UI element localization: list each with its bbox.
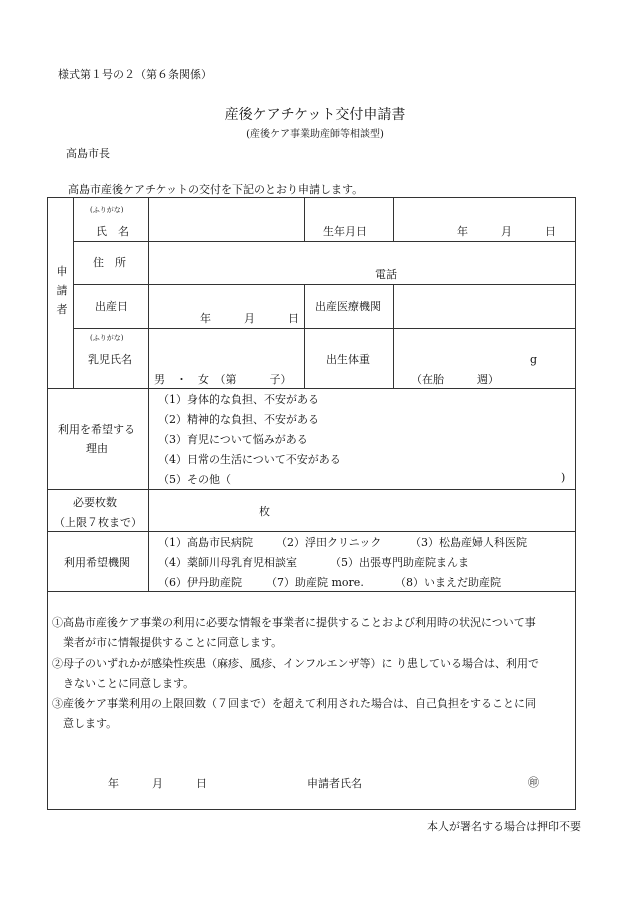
name-label: 氏 名: [96, 225, 129, 238]
facility-7: （7）助産院 more.: [266, 576, 364, 589]
seal-mark: ㊞: [528, 776, 539, 789]
infant-furigana-label: (ふりがな): [90, 334, 124, 342]
footer-note: 本人が署名する場合は押印不要: [427, 820, 581, 833]
tickets-label: 必要枚数: [73, 496, 117, 509]
reason-item-5: （5）その他（: [158, 473, 231, 486]
reason-label: 利用を希望する: [58, 423, 135, 436]
consent-3: ③産後ケア事業利用の上限回数（７回まで）を超えて利用された場合は、自己負担をすることに同: [52, 697, 536, 710]
tickets-unit: 枚: [259, 505, 270, 518]
delivery-date-label: 出産日: [95, 300, 128, 313]
applicant-label: 申 請 者: [56, 265, 68, 316]
intro-text: 高島市産後ケアチケットの交付を下記のとおり申請します。: [68, 183, 364, 196]
page-subtitle: (産後ケア事業助産師等相談型): [246, 129, 384, 140]
consent-3-cont: 意します。: [52, 717, 118, 730]
phone-label: 電話: [375, 268, 397, 281]
facility-4: （4）薬師川母乳育児相談室: [158, 556, 297, 569]
address-label: 住 所: [93, 256, 126, 269]
birth-weight-label: 出生体重: [326, 353, 370, 366]
reason-item-1: （1）身体的な負担、不安がある: [158, 393, 319, 406]
facility-5: （5）出張専門助産院まんま: [330, 556, 469, 569]
facility-3: （3）松島産婦人科医院: [410, 536, 527, 549]
reason-label-2: 理由: [86, 442, 108, 455]
signature-date: 年 月 日: [108, 777, 207, 790]
gestation-value: （在胎 週）: [411, 373, 499, 386]
reason-item-2: （2）精神的な負担、不安がある: [158, 413, 319, 426]
consent-2-cont: きないことに同意します。: [52, 677, 195, 690]
facility-label: 利用希望機関: [64, 556, 130, 569]
furigana-label: (ふりがな): [90, 206, 124, 214]
consent-1-cont: 業者が市に情報提供することに同意します。: [52, 636, 283, 649]
delivery-facility-label: 出産医療機関: [315, 300, 381, 313]
tickets-limit-label: （上限７枚まで）: [54, 516, 142, 529]
applicant-signature-label: 申請者氏名: [307, 777, 362, 790]
form-number: 様式第１号の２（第６条関係）: [58, 68, 212, 81]
page-title: 産後ケアチケット交付申請書: [224, 107, 406, 123]
facility-6: （6）伊丹助産院: [158, 576, 242, 589]
birthdate-value: 年 月 日: [457, 225, 556, 238]
facility-8: （8）いまえだ助産院: [395, 576, 501, 589]
consent-2: ②母子のいずれかが感染性疾患（麻疹、風疹、インフルエンザ等）に り患している場合は、利用で: [52, 657, 540, 670]
delivery-date-value: 年 月 日: [200, 312, 299, 325]
birthdate-label: 生年月日: [323, 225, 367, 238]
reason-close-paren: ): [561, 471, 566, 484]
reason-item-4: （4）日常の生活について不安がある: [158, 453, 341, 466]
infant-name-label: 乳児氏名: [88, 353, 132, 366]
birth-weight-unit: g: [530, 353, 538, 366]
application-form-table: [47, 197, 576, 810]
facility-2: （2）浮田クリニック: [276, 536, 382, 549]
facility-1: （1）高島市民病院: [158, 536, 253, 549]
infant-sex-value: 男 ・ 女 （第 子）: [154, 373, 292, 386]
reason-item-3: （3）育児について悩みがある: [158, 433, 308, 446]
addressee: 高島市長: [66, 147, 110, 160]
consent-1: ①高島市産後ケア事業の利用に必要な情報を事業者に提供することおよび利用時の状況について事: [52, 616, 536, 629]
